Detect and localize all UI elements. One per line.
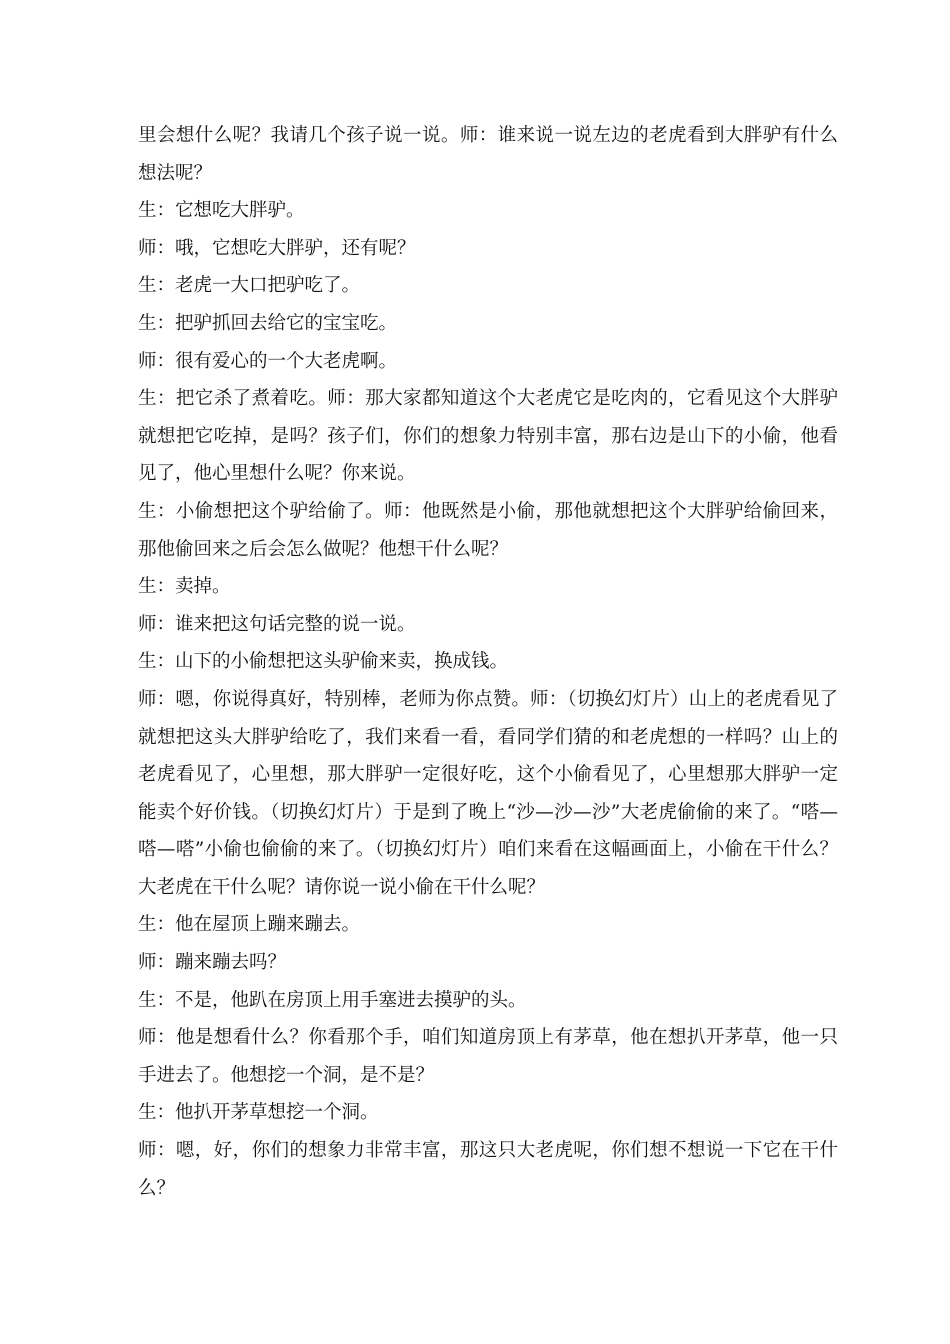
paragraph: 生：他在屋顶上蹦来蹦去。 [138, 914, 361, 936]
document-body [138, 117, 838, 1207]
paragraph: 生：他扒开茅草想挖一个洞。 [138, 1102, 379, 1124]
paragraph: 师：嗯，好，你们的想象力非常丰富，那这只大老虎呢，你们想不想说一下它在干什么？ [138, 1140, 838, 1199]
paragraph: 师：嗯，你说得真好，特别棒，老师为你点赞。师：（切换幻灯片）山上的老虎看见了就想把这头大胖驴给吃了，我们来看一看，看同学们猜的和老虎想的一样吗？山上的老虎看见了，心里想，那大胖驴一定很好吃，这个小偷看见了，心里想那大胖驴一定能卖个好价钱。（切换幻灯片）于是到了晚上“沙—沙—沙”大老虎偷偷的来了。“嗒—嗒—嗒”小偷也偷偷的来了。（切换幻灯片）咱们来看在这幅画面上，小偷在干什么？大老虎在干什么呢？请你说一说小偷在干什么呢？ [138, 688, 838, 898]
paragraph: 师：哦，它想吃大胖驴，还有呢？ [138, 237, 416, 259]
paragraph: 师：蹦来蹦去吗？ [138, 952, 287, 974]
paragraph: 生：它想吃大胖驴。 [138, 200, 305, 222]
paragraph: 生：不是，他趴在房顶上用手塞进去摸驴的头。 [138, 989, 527, 1011]
paragraph: 生：卖掉。 [138, 576, 231, 598]
paragraph: 生：小偷想把这个驴给偷了。师：他既然是小偷，那他就想把这个大胖驴给偷回来，那他偷回来之后会怎么做呢？他想干什么呢？ [138, 500, 838, 560]
paragraph: 里会想什么呢？我请几个孩子说一说。师：谁来说一说左边的老虎看到大胖驴有什么想法呢？ [138, 125, 838, 184]
paragraph: 师：很有爱心的一个大老虎啊。 [138, 350, 398, 372]
paragraph: 生：把驴抓回去给它的宝宝吃。 [138, 312, 398, 334]
paragraph: 师：他是想看什么？你看那个手，咱们知道房顶上有茅草，他在想扒开茅草，他一只手进去了。他想挖一个洞，是不是？ [138, 1027, 838, 1086]
paragraph: 生：把它杀了煮着吃。师：那大家都知道这个大老虎它是吃肉的，它看见这个大胖驴就想把它吃掉，是吗？孩子们，你们的想象力特别丰富，那右边是山下的小偷，他看见了，他心里想什么呢？你来说。 [138, 388, 838, 485]
paragraph: 生：山下的小偷想把这头驴偷来卖，换成钱。 [138, 651, 509, 673]
paragraph: 生：老虎一大口把驴吃了。 [138, 275, 361, 297]
paragraph: 师：谁来把这句话完整的说一说。 [138, 613, 416, 635]
